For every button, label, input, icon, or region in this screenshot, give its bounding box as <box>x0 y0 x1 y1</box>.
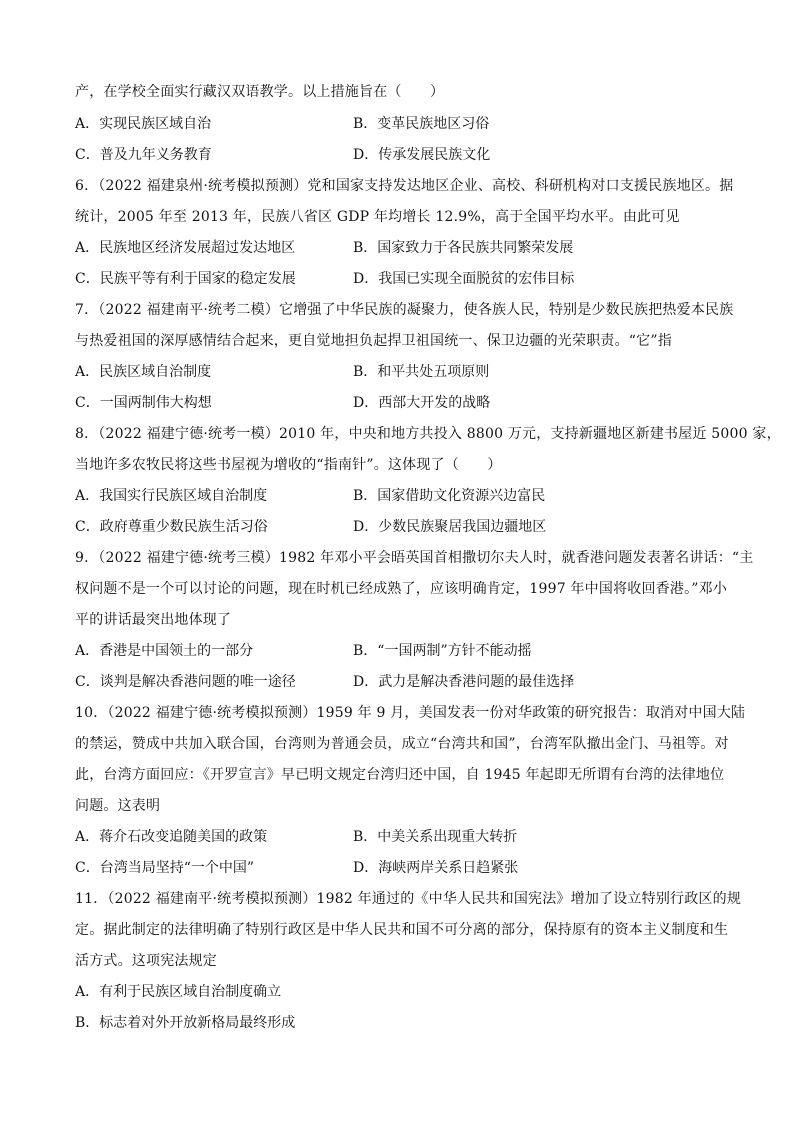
q9-stem-line-2: 权问题不是一个可以讨论的问题，现在时机已经成熟了，应该明确肯定，1997 年中国将收回香港。”邓小 <box>75 581 728 597</box>
q5-option-b: B．变革民族地区习俗 <box>353 116 490 132</box>
q11-option-b: B．标志着对外开放新格局最终形成 <box>75 1015 296 1031</box>
q9-option-b: B．“一国两制”方针不能动摇 <box>353 643 532 659</box>
q11-stem-line-3: 活方式。这项宪法规定 <box>75 953 217 969</box>
q6-option-a: A．民族地区经济发展超过发达地区 <box>75 240 296 256</box>
q8-stem-line-2: 当地许多农牧民将这些书屋视为增收的“指南针”。这体现了（ ） <box>75 457 502 473</box>
q10-stem-line-3: 此，台湾方面回应：《开罗宣言》早已明文规定台湾归还中国，自 1945 年起即无所谓有台湾的法律地位 <box>75 767 725 783</box>
q8-stem-line-1: 8．（2022 福建宁德·统考一模）2010 年，中央和地方共投入 8800 万元，支持新疆地区新建书屋近 5000 家， <box>75 426 781 442</box>
q8-option-a: A．我国实行民族区域自治制度 <box>75 488 268 504</box>
q7-option-a: A．民族区域自治制度 <box>75 364 212 380</box>
q9-option-d: D．武力是解决香港问题的最佳选择 <box>353 674 575 690</box>
q5-option-a: A．实现民族区域自治 <box>75 116 212 132</box>
q6-stem-line-1: 6．（2022 福建泉州·统考模拟预测）党和国家支持发达地区企业、高校、科研机构对口支援民族地区。据 <box>75 178 734 194</box>
q11-stem-line-1: 11．（2022 福建南平·统考模拟预测）1982 年通过的《中华人民共和国宪法》增加了设立特别行政区的规 <box>75 891 742 907</box>
q7-option-b: B．和平共处五项原则 <box>353 364 490 380</box>
q10-option-d: D．海峡两岸关系日趋紧张 <box>353 860 519 876</box>
q7-stem-line-2: 与热爱祖国的深厚感情结合起来，更自觉地担负起捍卫祖国统一、保卫边疆的光荣职责。“它”指 <box>75 333 672 349</box>
q10-stem-line-4: 问题。这表明 <box>75 798 161 814</box>
q11-stem-line-2: 定。据此制定的法律明确了特别行政区是中华人民共和国不可分离的部分，保持原有的资本主义制度和生 <box>75 922 729 938</box>
q9-option-c: C．谈判是解决香港问题的唯一途径 <box>75 674 296 690</box>
question-5-stem-end: 产，在学校全面实行藏汉双语教学。以上措施旨在（ ） <box>75 84 445 100</box>
q10-option-a: A．蒋介石改变追随美国的政策 <box>75 829 268 845</box>
q7-option-d: D．西部大开发的战略 <box>353 395 491 411</box>
q8-option-d: D．少数民族聚居我国边疆地区 <box>353 519 547 535</box>
q6-stem-line-2: 统计，2005 年至 2013 年，民族八省区 GDP 年均增长 12.9%，高于全国平均水平。由此可见 <box>75 209 680 225</box>
q11-option-a: A．有利于民族区域自治制度确立 <box>75 984 282 1000</box>
q6-option-b: B．国家致力于各民族共同繁荣发展 <box>353 240 574 256</box>
q9-stem-line-3: 平的讲话最突出地体现了 <box>75 612 232 628</box>
q9-option-a: A．香港是中国领土的一部分 <box>75 643 254 659</box>
q8-option-c: C．政府尊重少数民族生活习俗 <box>75 519 268 535</box>
q6-option-d: D．我国已实现全面脱贫的宏伟目标 <box>353 271 575 287</box>
q6-option-c: C．民族平等有利于国家的稳定发展 <box>75 271 296 287</box>
q9-stem-line-1: 9．（2022 福建宁德·统考三模）1982 年邓小平会晤英国首相撒切尔夫人时，就香港问题发表著名讲话：“主 <box>75 550 754 566</box>
q8-option-b: B．国家借助文化资源兴边富民 <box>353 488 546 504</box>
q7-stem-line-1: 7．（2022 福建南平·统考二模）它增强了中华民族的凝聚力，使各族人民，特别是少数民族把热爱本民族 <box>75 302 734 318</box>
q7-option-c: C．一国两制伟大构想 <box>75 395 212 411</box>
q10-stem-line-2: 的禁运，赞成中共加入联合国，台湾则为普通会员，成立“台湾共和国”，台湾军队撤出金门、马祖等。对 <box>75 736 729 752</box>
q10-option-b: B．中美关系出现重大转折 <box>353 829 518 845</box>
q10-stem-line-1: 10．（2022 福建宁德·统考模拟预测）1959 年 9 月，美国发表一份对华政策的研究报告：取消对中国大陆 <box>75 705 746 721</box>
q5-option-d: D．传承发展民族文化 <box>353 147 491 163</box>
q5-option-c: C．普及九年义务教育 <box>75 147 212 163</box>
q10-option-c: C．台湾当局坚持“一个中国” <box>75 860 255 876</box>
